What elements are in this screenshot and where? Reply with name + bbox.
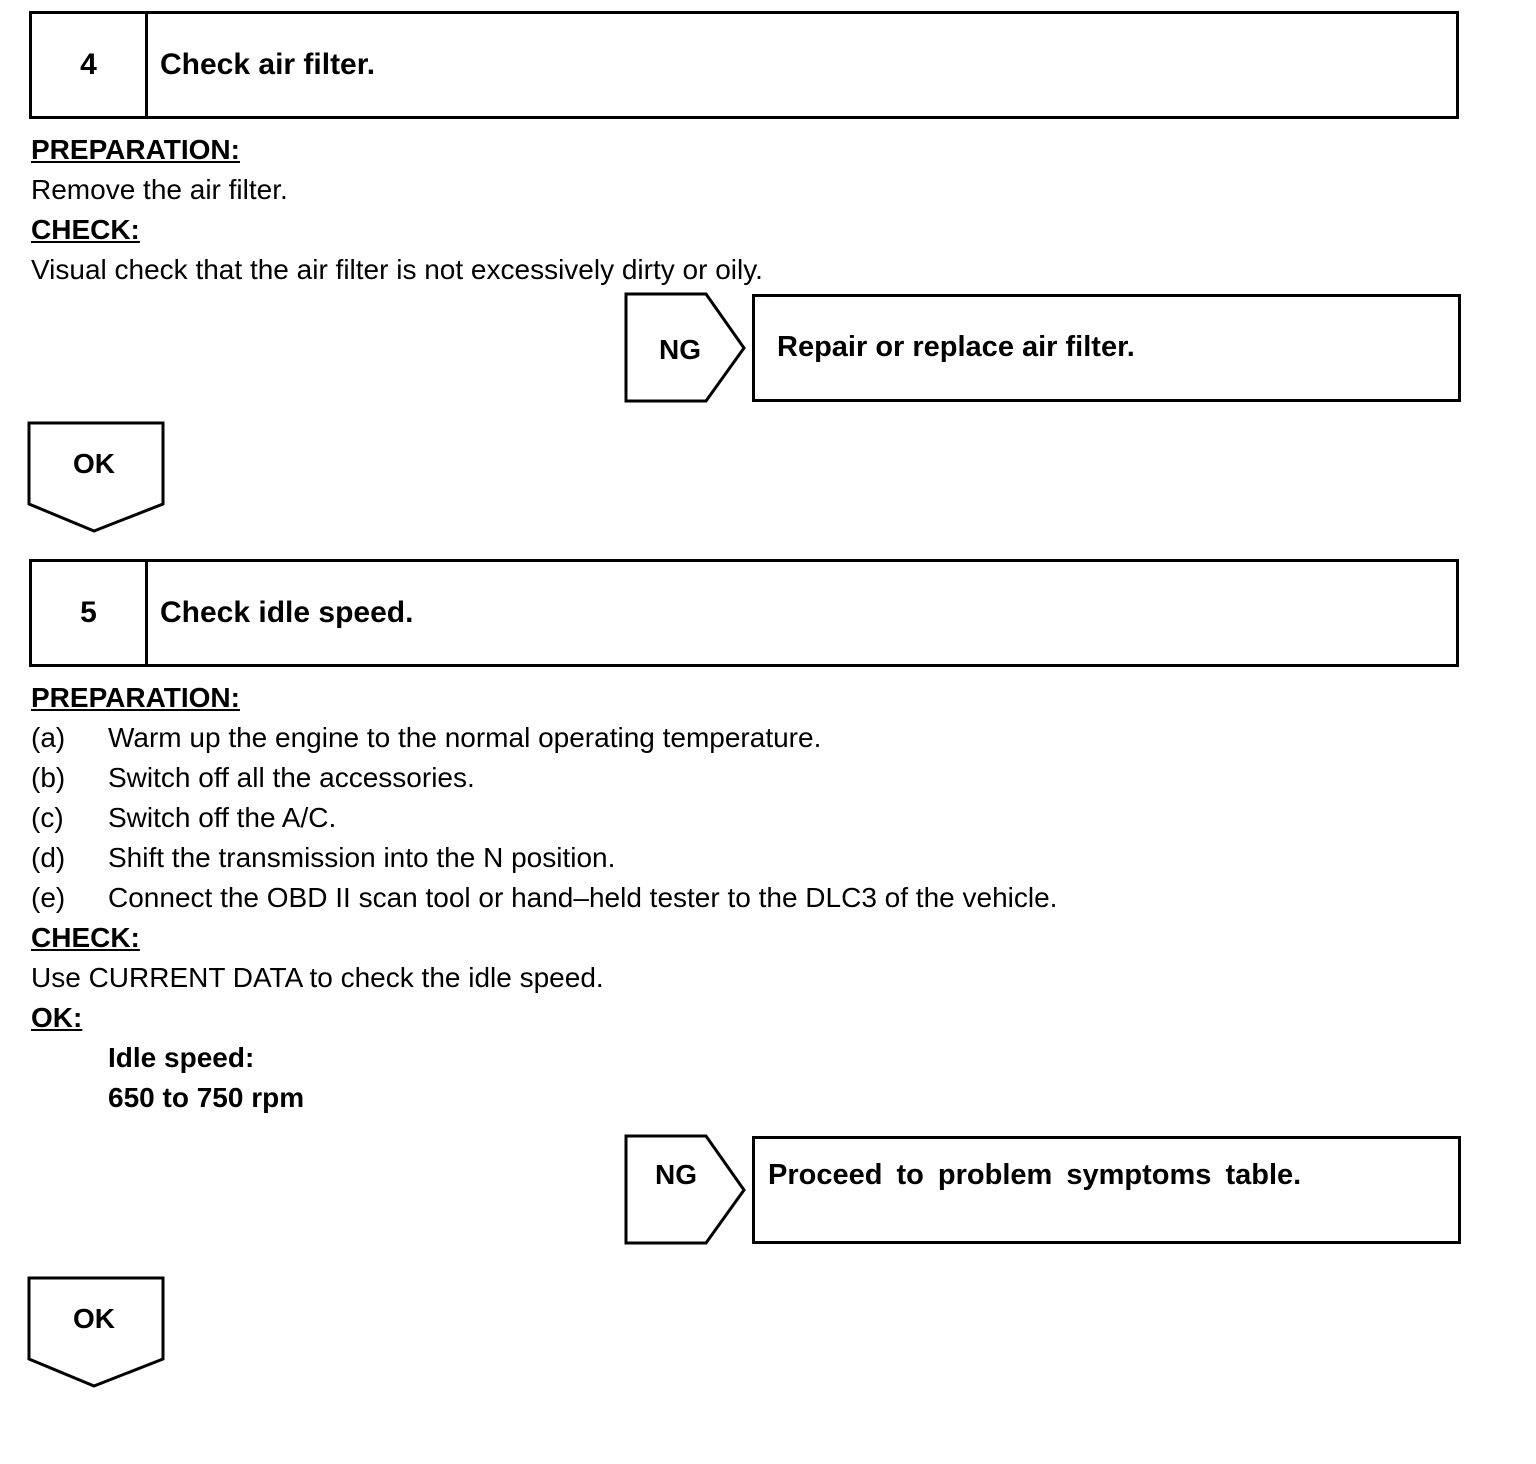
step-5-ng-label: NG (655, 1159, 697, 1190)
prep-item-text: Connect the OBD II scan tool or hand–held tester to the DLC3 of the vehicle. (108, 882, 1058, 913)
step-5-spec-label: Idle speed: (108, 1042, 255, 1073)
prep-item-label: (c) (31, 802, 64, 833)
step-4-ok-label: OK (73, 448, 115, 479)
step-4-box (29, 11, 1459, 119)
step-4-check-header: CHECK: (31, 214, 140, 245)
step-4-check-text: Visual check that the air filter is not excessively dirty or oily. (31, 254, 763, 285)
step-5-spec-value: 650 to 750 rpm (108, 1082, 305, 1113)
prep-item-label: (e) (31, 882, 66, 913)
prep-item-label: (a) (31, 722, 66, 753)
step-5-box (29, 559, 1459, 667)
step-5-ng-result-box (752, 1136, 1461, 1244)
step-4-ng-label: NG (659, 334, 701, 365)
step-5-check-header: CHECK: (31, 922, 140, 953)
step-4-preparation-header: PREPARATION: (31, 134, 240, 165)
step-5-ok-header: OK: (31, 1002, 83, 1033)
step-4-number: 4 (32, 14, 148, 116)
prep-item-text: Shift the transmission into the N position. (108, 842, 616, 873)
step-5-ng-result-text: Proceed to problem symptoms table. (768, 1159, 1302, 1191)
step-4-ng-result-box (752, 294, 1461, 402)
step-4-ng-result-text: Repair or replace air filter. (777, 331, 1135, 363)
step-5-title: Check idle speed. (160, 596, 414, 629)
step-4-preparation-text: Remove the air filter. (31, 174, 288, 205)
prep-item-text: Switch off all the accessories. (108, 762, 475, 793)
step-5-number: 5 (32, 562, 148, 664)
prep-item-label: (d) (31, 842, 66, 873)
prep-item-text: Warm up the engine to the normal operating temperature. (108, 722, 822, 753)
prep-item-label: (b) (31, 762, 66, 793)
step-5-preparation-header: PREPARATION: (31, 682, 240, 713)
step-4-title: Check air filter. (160, 48, 376, 81)
step-5-ok-label: OK (73, 1303, 115, 1334)
prep-item-text: Switch off the A/C. (108, 802, 337, 833)
step-5-check-text: Use CURRENT DATA to check the idle speed. (31, 962, 604, 993)
